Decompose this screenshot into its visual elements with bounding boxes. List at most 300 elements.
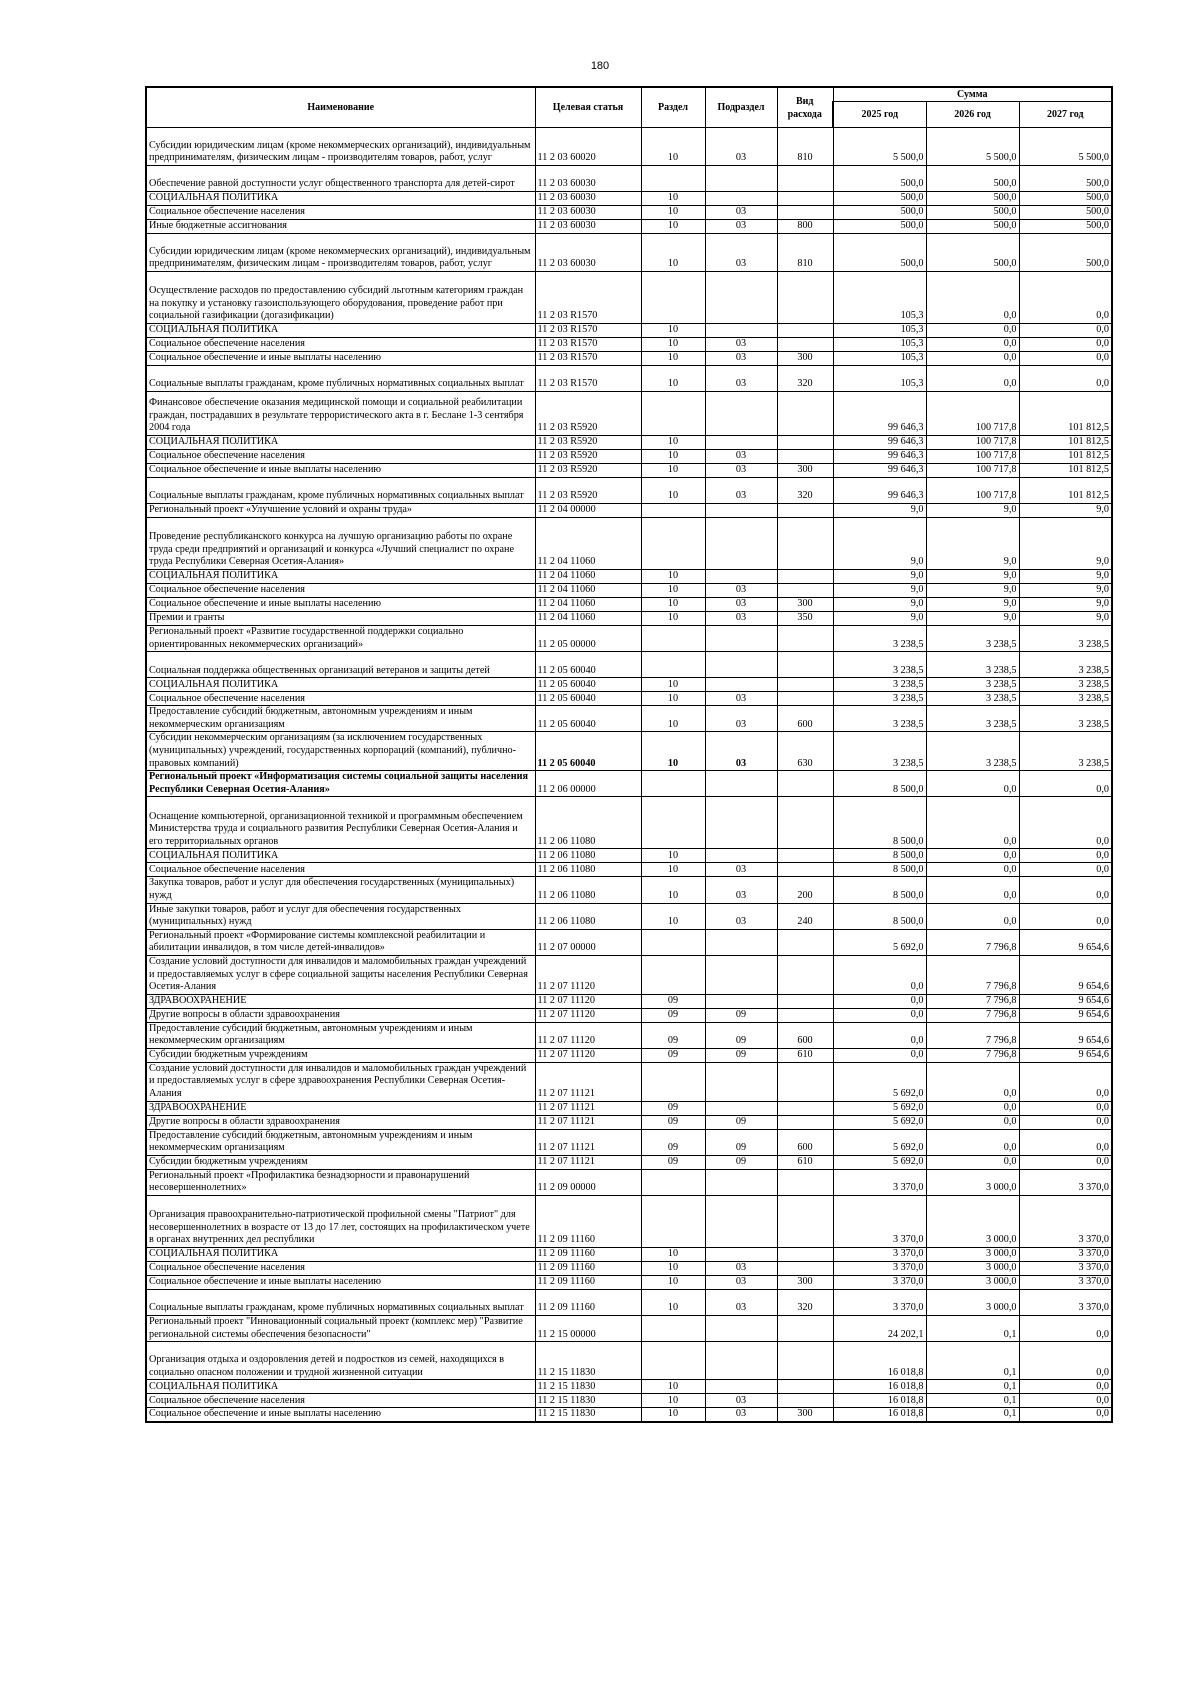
row-sum-2027: 3 370,0 xyxy=(1019,1276,1112,1290)
row-sum-2026: 100 717,8 xyxy=(926,450,1019,464)
row-sum-2027: 101 812,5 xyxy=(1019,392,1112,436)
row-name: Социальное обеспечение населения xyxy=(146,863,535,877)
row-sum-2027: 3 238,5 xyxy=(1019,706,1112,732)
row-subsection xyxy=(705,678,777,692)
row-subsection: 03 xyxy=(705,478,777,504)
row-sum-2027: 101 812,5 xyxy=(1019,464,1112,478)
row-sum-2026: 100 717,8 xyxy=(926,464,1019,478)
row-sum-2026: 0,0 xyxy=(926,877,1019,903)
row-sum-2026: 3 000,0 xyxy=(926,1169,1019,1195)
row-target: 11 2 07 11121 xyxy=(535,1129,641,1155)
row-subsection: 03 xyxy=(705,1408,777,1422)
row-section xyxy=(641,797,705,849)
header-section: Раздел xyxy=(641,87,705,128)
row-sum-2027: 3 238,5 xyxy=(1019,652,1112,678)
row-subsection xyxy=(705,192,777,206)
table-row xyxy=(146,1155,1112,1169)
row-expense-type xyxy=(777,1380,833,1394)
row-sum-2025: 500,0 xyxy=(833,220,926,234)
row-target: 11 2 04 00000 xyxy=(535,504,641,518)
row-subsection xyxy=(705,518,777,570)
row-sum-2025: 105,3 xyxy=(833,366,926,392)
table-row xyxy=(146,771,1112,797)
row-name: Социальные выплаты гражданам, кроме публичных нормативных социальных выплат xyxy=(146,1290,535,1316)
table-row xyxy=(146,192,1112,206)
row-expense-type xyxy=(777,1316,833,1342)
row-sum-2025: 5 500,0 xyxy=(833,128,926,166)
table-row xyxy=(146,994,1112,1008)
table-row xyxy=(146,955,1112,994)
row-name: СОЦИАЛЬНАЯ ПОЛИТИКА xyxy=(146,1380,535,1394)
row-name: СОЦИАЛЬНАЯ ПОЛИТИКА xyxy=(146,324,535,338)
row-section xyxy=(641,1342,705,1380)
row-sum-2026: 9,0 xyxy=(926,570,1019,584)
table-row xyxy=(146,1008,1112,1022)
row-subsection: 03 xyxy=(705,612,777,626)
row-section: 09 xyxy=(641,1115,705,1129)
table-row xyxy=(146,1048,1112,1062)
row-sum-2026: 3 238,5 xyxy=(926,652,1019,678)
row-sum-2025: 105,3 xyxy=(833,352,926,366)
row-target: 11 2 06 11080 xyxy=(535,863,641,877)
row-sum-2026: 0,1 xyxy=(926,1408,1019,1422)
table-row xyxy=(146,570,1112,584)
row-sum-2025: 5 692,0 xyxy=(833,1101,926,1115)
row-section: 09 xyxy=(641,1022,705,1048)
row-subsection xyxy=(705,504,777,518)
row-name: Социальное обеспечение населения xyxy=(146,206,535,220)
row-section: 10 xyxy=(641,352,705,366)
row-section: 10 xyxy=(641,478,705,504)
row-name: Социальное обеспечение населения xyxy=(146,338,535,352)
row-sum-2026: 9,0 xyxy=(926,612,1019,626)
row-sum-2027: 0,0 xyxy=(1019,1101,1112,1115)
table-row xyxy=(146,450,1112,464)
row-target: 11 2 15 11830 xyxy=(535,1394,641,1408)
row-sum-2025: 9,0 xyxy=(833,598,926,612)
row-sum-2026: 500,0 xyxy=(926,192,1019,206)
table-row xyxy=(146,797,1112,849)
table-row xyxy=(146,1262,1112,1276)
row-sum-2026: 9,0 xyxy=(926,504,1019,518)
table-row xyxy=(146,128,1112,166)
row-sum-2027: 0,0 xyxy=(1019,352,1112,366)
row-expense-type: 320 xyxy=(777,478,833,504)
row-sum-2025: 500,0 xyxy=(833,234,926,272)
row-subsection xyxy=(705,797,777,849)
row-subsection: 09 xyxy=(705,1129,777,1155)
row-expense-type xyxy=(777,955,833,994)
table-row xyxy=(146,436,1112,450)
table-row xyxy=(146,366,1112,392)
row-sum-2027: 0,0 xyxy=(1019,771,1112,797)
row-sum-2027: 3 370,0 xyxy=(1019,1196,1112,1248)
row-subsection: 03 xyxy=(705,366,777,392)
row-expense-type: 810 xyxy=(777,128,833,166)
row-section: 10 xyxy=(641,584,705,598)
row-subsection: 09 xyxy=(705,1115,777,1129)
row-target: 11 2 05 60040 xyxy=(535,692,641,706)
row-expense-type: 800 xyxy=(777,220,833,234)
row-expense-type xyxy=(777,392,833,436)
row-section: 10 xyxy=(641,1380,705,1394)
row-sum-2027: 101 812,5 xyxy=(1019,450,1112,464)
row-section: 09 xyxy=(641,1048,705,1062)
row-expense-type xyxy=(777,192,833,206)
row-name: Организация отдыха и оздоровления детей и подростков из семей, находящихся в социально опасном положении и трудной жизненной ситуации xyxy=(146,1342,535,1380)
row-sum-2025: 105,3 xyxy=(833,338,926,352)
row-target: 11 2 07 11120 xyxy=(535,994,641,1008)
row-sum-2025: 99 646,3 xyxy=(833,478,926,504)
row-expense-type: 320 xyxy=(777,1290,833,1316)
row-sum-2025: 9,0 xyxy=(833,504,926,518)
table-row xyxy=(146,626,1112,652)
row-name: Предоставление субсидий бюджетным, автономным учреждениям и иным некоммерческим организациям xyxy=(146,1129,535,1155)
row-name: СОЦИАЛЬНАЯ ПОЛИТИКА xyxy=(146,1248,535,1262)
row-subsection: 03 xyxy=(705,128,777,166)
row-subsection xyxy=(705,1316,777,1342)
row-subsection: 03 xyxy=(705,1276,777,1290)
row-section xyxy=(641,771,705,797)
row-expense-type: 610 xyxy=(777,1155,833,1169)
table-row xyxy=(146,732,1112,771)
row-expense-type: 600 xyxy=(777,706,833,732)
row-sum-2025: 16 018,8 xyxy=(833,1408,926,1422)
row-sum-2025: 8 500,0 xyxy=(833,797,926,849)
row-target: 11 2 07 11120 xyxy=(535,955,641,994)
row-sum-2027: 3 238,5 xyxy=(1019,626,1112,652)
row-name: Социальное обеспечение и иные выплаты населению xyxy=(146,1408,535,1422)
row-sum-2027: 0,0 xyxy=(1019,1155,1112,1169)
row-sum-2026: 0,0 xyxy=(926,849,1019,863)
row-section: 10 xyxy=(641,1408,705,1422)
row-target: 11 2 03 R1570 xyxy=(535,352,641,366)
page-number: 180 xyxy=(590,60,610,72)
row-section: 10 xyxy=(641,206,705,220)
row-name: Субсидии юридическим лицам (кроме некоммерческих организаций), индивидуальным предпринимателям, физическим лицам - производителям товаров, работ, услуг xyxy=(146,128,535,166)
row-expense-type: 240 xyxy=(777,903,833,929)
table-row xyxy=(146,1062,1112,1101)
row-name: Социальное обеспечение населения xyxy=(146,450,535,464)
row-name: Другие вопросы в области здравоохранения xyxy=(146,1115,535,1129)
row-section xyxy=(641,929,705,955)
row-sum-2025: 99 646,3 xyxy=(833,392,926,436)
row-sum-2027: 0,0 xyxy=(1019,1342,1112,1380)
row-expense-type xyxy=(777,1062,833,1101)
row-sum-2027: 9,0 xyxy=(1019,584,1112,598)
row-expense-type: 810 xyxy=(777,234,833,272)
row-sum-2025: 99 646,3 xyxy=(833,464,926,478)
row-subsection: 03 xyxy=(705,877,777,903)
table-row xyxy=(146,1276,1112,1290)
row-section xyxy=(641,652,705,678)
row-sum-2025: 3 238,5 xyxy=(833,692,926,706)
row-expense-type: 320 xyxy=(777,366,833,392)
row-sum-2026: 0,1 xyxy=(926,1342,1019,1380)
row-sum-2025: 3 238,5 xyxy=(833,706,926,732)
row-sum-2026: 3 238,5 xyxy=(926,626,1019,652)
row-subsection xyxy=(705,570,777,584)
row-name: Региональный проект "Инновационный социальный проект (комплекс мер) "Развитие региональной системы обеспечения безопасности" xyxy=(146,1316,535,1342)
row-section: 10 xyxy=(641,464,705,478)
row-target: 11 2 03 60030 xyxy=(535,166,641,192)
row-sum-2025: 5 692,0 xyxy=(833,1129,926,1155)
row-sum-2026: 100 717,8 xyxy=(926,392,1019,436)
row-sum-2025: 8 500,0 xyxy=(833,771,926,797)
row-sum-2025: 0,0 xyxy=(833,1008,926,1022)
table-row xyxy=(146,1196,1112,1248)
header-sum: Сумма xyxy=(833,87,1112,102)
row-sum-2026: 0,0 xyxy=(926,324,1019,338)
row-sum-2026: 3 238,5 xyxy=(926,732,1019,771)
row-name: Региональный проект «Развитие государственной поддержки социально ориентированных некоммерческих организаций» xyxy=(146,626,535,652)
row-expense-type xyxy=(777,678,833,692)
row-sum-2025: 24 202,1 xyxy=(833,1316,926,1342)
row-sum-2026: 0,0 xyxy=(926,1129,1019,1155)
row-subsection xyxy=(705,1169,777,1195)
row-target: 11 2 03 R1570 xyxy=(535,324,641,338)
row-subsection xyxy=(705,272,777,324)
header-subsection: Подраздел xyxy=(705,87,777,128)
row-target: 11 2 06 00000 xyxy=(535,771,641,797)
row-section: 10 xyxy=(641,706,705,732)
row-expense-type: 300 xyxy=(777,598,833,612)
row-target: 11 2 03 R1570 xyxy=(535,366,641,392)
row-sum-2027: 0,0 xyxy=(1019,797,1112,849)
row-expense-type xyxy=(777,518,833,570)
row-sum-2027: 0,0 xyxy=(1019,903,1112,929)
table-row xyxy=(146,849,1112,863)
row-target: 11 2 05 60040 xyxy=(535,652,641,678)
table-row xyxy=(146,903,1112,929)
row-sum-2025: 16 018,8 xyxy=(833,1380,926,1394)
row-sum-2027: 0,0 xyxy=(1019,1394,1112,1408)
row-sum-2027: 3 370,0 xyxy=(1019,1290,1112,1316)
row-expense-type xyxy=(777,570,833,584)
row-sum-2026: 0,1 xyxy=(926,1394,1019,1408)
row-name: СОЦИАЛЬНАЯ ПОЛИТИКА xyxy=(146,570,535,584)
row-subsection: 03 xyxy=(705,352,777,366)
row-name: Субсидии бюджетным учреждениям xyxy=(146,1048,535,1062)
row-section xyxy=(641,626,705,652)
row-expense-type: 300 xyxy=(777,1408,833,1422)
row-name: СОЦИАЛЬНАЯ ПОЛИТИКА xyxy=(146,678,535,692)
row-sum-2026: 5 500,0 xyxy=(926,128,1019,166)
row-section: 10 xyxy=(641,678,705,692)
row-target: 11 2 07 11121 xyxy=(535,1115,641,1129)
row-name: Социальное обеспечение населения xyxy=(146,1262,535,1276)
row-section: 09 xyxy=(641,1008,705,1022)
row-target: 11 2 09 00000 xyxy=(535,1169,641,1195)
row-expense-type xyxy=(777,1008,833,1022)
row-section: 10 xyxy=(641,366,705,392)
row-target: 11 2 15 11830 xyxy=(535,1342,641,1380)
row-name: Социальное обеспечение населения xyxy=(146,584,535,598)
table-row xyxy=(146,652,1112,678)
row-sum-2027: 9,0 xyxy=(1019,570,1112,584)
row-section xyxy=(641,518,705,570)
table-row xyxy=(146,478,1112,504)
row-sum-2025: 500,0 xyxy=(833,206,926,220)
row-subsection: 03 xyxy=(705,732,777,771)
row-subsection xyxy=(705,1101,777,1115)
row-target: 11 2 03 60030 xyxy=(535,192,641,206)
row-target: 11 2 03 R5920 xyxy=(535,464,641,478)
row-section xyxy=(641,272,705,324)
row-subsection: 03 xyxy=(705,584,777,598)
row-sum-2025: 9,0 xyxy=(833,584,926,598)
row-target: 11 2 03 R5920 xyxy=(535,392,641,436)
table-row xyxy=(146,1101,1112,1115)
row-name: Иные закупки товаров, работ и услуг для обеспечения государственных (муниципальных) нужд xyxy=(146,903,535,929)
row-expense-type xyxy=(777,797,833,849)
row-section xyxy=(641,392,705,436)
row-subsection: 03 xyxy=(705,1394,777,1408)
row-section: 10 xyxy=(641,192,705,206)
row-target: 11 2 06 11080 xyxy=(535,877,641,903)
row-section: 09 xyxy=(641,994,705,1008)
row-sum-2025: 0,0 xyxy=(833,1022,926,1048)
row-expense-type xyxy=(777,1342,833,1380)
row-expense-type xyxy=(777,771,833,797)
row-sum-2026: 3 000,0 xyxy=(926,1276,1019,1290)
row-name: Создание условий доступности для инвалидов и маломобильных граждан учреждений и предоставляемых услуг в сфере социальной защиты населения Республики Северная Осетия-Алания xyxy=(146,955,535,994)
row-sum-2025: 3 370,0 xyxy=(833,1169,926,1195)
row-name: Региональный проект «Профилактика безнадзорности и правонарушений несовершеннолетних» xyxy=(146,1169,535,1195)
row-name: Создание условий доступности для инвалидов и маломобильных граждан учреждений и предоставляемых услуг в сфере здравоохранения Республики Северная Осетия-Алания xyxy=(146,1062,535,1101)
row-expense-type: 300 xyxy=(777,1276,833,1290)
table-row xyxy=(146,929,1112,955)
row-subsection: 03 xyxy=(705,464,777,478)
row-name: Осуществление расходов по предоставлению субсидий льготным категориям граждан на покупку и установку газоиспользующего оборудования, проведение работ при социальной газификации (догазификации) xyxy=(146,272,535,324)
row-target: 11 2 07 11121 xyxy=(535,1062,641,1101)
table-body xyxy=(146,128,1112,1422)
row-expense-type xyxy=(777,450,833,464)
row-sum-2026: 0,0 xyxy=(926,1062,1019,1101)
row-sum-2026: 3 238,5 xyxy=(926,692,1019,706)
row-sum-2025: 8 500,0 xyxy=(833,877,926,903)
row-section: 10 xyxy=(641,692,705,706)
row-expense-type: 600 xyxy=(777,1022,833,1048)
row-name: Социальное обеспечение и иные выплаты населению xyxy=(146,464,535,478)
table-row xyxy=(146,692,1112,706)
row-expense-type: 300 xyxy=(777,352,833,366)
row-sum-2026: 0,1 xyxy=(926,1380,1019,1394)
row-subsection: 03 xyxy=(705,706,777,732)
row-sum-2026: 500,0 xyxy=(926,166,1019,192)
row-section: 10 xyxy=(641,234,705,272)
row-subsection: 03 xyxy=(705,1262,777,1276)
row-sum-2025: 105,3 xyxy=(833,324,926,338)
row-sum-2025: 500,0 xyxy=(833,192,926,206)
row-expense-type xyxy=(777,338,833,352)
row-sum-2027: 500,0 xyxy=(1019,220,1112,234)
row-subsection xyxy=(705,626,777,652)
row-subsection: 03 xyxy=(705,1290,777,1316)
row-sum-2027: 0,0 xyxy=(1019,1115,1112,1129)
row-name: Оснащение компьютерной, организационной техникой и программным обеспечением Министерства труда и социального развития Республики Северная Осетия-Алания и его территориальных органов xyxy=(146,797,535,849)
row-subsection xyxy=(705,771,777,797)
row-sum-2027: 9 654,6 xyxy=(1019,1008,1112,1022)
row-sum-2027: 9,0 xyxy=(1019,612,1112,626)
row-subsection: 03 xyxy=(705,450,777,464)
row-subsection: 09 xyxy=(705,1008,777,1022)
row-section: 09 xyxy=(641,1155,705,1169)
row-target: 11 2 15 00000 xyxy=(535,1316,641,1342)
table-row xyxy=(146,863,1112,877)
row-expense-type xyxy=(777,504,833,518)
row-sum-2026: 3 000,0 xyxy=(926,1248,1019,1262)
row-expense-type xyxy=(777,652,833,678)
row-name: Субсидии юридическим лицам (кроме некоммерческих организаций), индивидуальным предпринимателям, физическим лицам - производителям товаров, работ, услуг xyxy=(146,234,535,272)
row-sum-2026: 0,0 xyxy=(926,338,1019,352)
row-target: 11 2 03 R1570 xyxy=(535,272,641,324)
row-sum-2026: 9,0 xyxy=(926,518,1019,570)
table-row xyxy=(146,464,1112,478)
row-expense-type xyxy=(777,1262,833,1276)
row-target: 11 2 07 00000 xyxy=(535,929,641,955)
row-target: 11 2 06 11080 xyxy=(535,903,641,929)
row-sum-2025: 9,0 xyxy=(833,612,926,626)
row-sum-2027: 500,0 xyxy=(1019,234,1112,272)
row-sum-2026: 0,0 xyxy=(926,863,1019,877)
row-target: 11 2 03 R5920 xyxy=(535,436,641,450)
row-sum-2027: 500,0 xyxy=(1019,206,1112,220)
row-sum-2026: 3 000,0 xyxy=(926,1262,1019,1276)
table-row xyxy=(146,392,1112,436)
row-sum-2026: 3 238,5 xyxy=(926,706,1019,732)
row-name: Субсидии некоммерческим организациям (за исключением государственных (муниципальных) учреждений, государственных корпораций (компаний), публично-правовых компаний) xyxy=(146,732,535,771)
table-row xyxy=(146,1129,1112,1155)
row-expense-type xyxy=(777,1196,833,1248)
row-sum-2027: 3 370,0 xyxy=(1019,1262,1112,1276)
row-sum-2026: 500,0 xyxy=(926,206,1019,220)
row-subsection xyxy=(705,1342,777,1380)
row-sum-2026: 0,0 xyxy=(926,771,1019,797)
table-row xyxy=(146,220,1112,234)
table-row xyxy=(146,166,1112,192)
row-section: 10 xyxy=(641,324,705,338)
row-subsection: 03 xyxy=(705,338,777,352)
header-expense-type: Вид расхода xyxy=(777,87,833,128)
table-row xyxy=(146,1248,1112,1262)
row-subsection: 09 xyxy=(705,1022,777,1048)
row-sum-2026: 0,0 xyxy=(926,1101,1019,1115)
row-sum-2025: 0,0 xyxy=(833,955,926,994)
row-target: 11 2 05 60040 xyxy=(535,706,641,732)
row-sum-2026: 7 796,8 xyxy=(926,929,1019,955)
row-target: 11 2 15 11830 xyxy=(535,1380,641,1394)
row-section xyxy=(641,166,705,192)
row-sum-2026: 500,0 xyxy=(926,234,1019,272)
row-sum-2027: 9,0 xyxy=(1019,518,1112,570)
row-target: 11 2 04 11060 xyxy=(535,612,641,626)
row-expense-type xyxy=(777,1248,833,1262)
row-section: 10 xyxy=(641,732,705,771)
row-target: 11 2 07 11120 xyxy=(535,1008,641,1022)
row-sum-2025: 3 238,5 xyxy=(833,732,926,771)
row-sum-2026: 100 717,8 xyxy=(926,478,1019,504)
row-target: 11 2 05 00000 xyxy=(535,626,641,652)
row-expense-type xyxy=(777,1115,833,1129)
row-section: 09 xyxy=(641,1129,705,1155)
row-target: 11 2 06 11080 xyxy=(535,849,641,863)
row-sum-2025: 16 018,8 xyxy=(833,1394,926,1408)
row-sum-2026: 0,1 xyxy=(926,1316,1019,1342)
row-sum-2027: 9 654,6 xyxy=(1019,955,1112,994)
row-name: Социальное обеспечение и иные выплаты населению xyxy=(146,598,535,612)
row-sum-2026: 0,0 xyxy=(926,903,1019,929)
